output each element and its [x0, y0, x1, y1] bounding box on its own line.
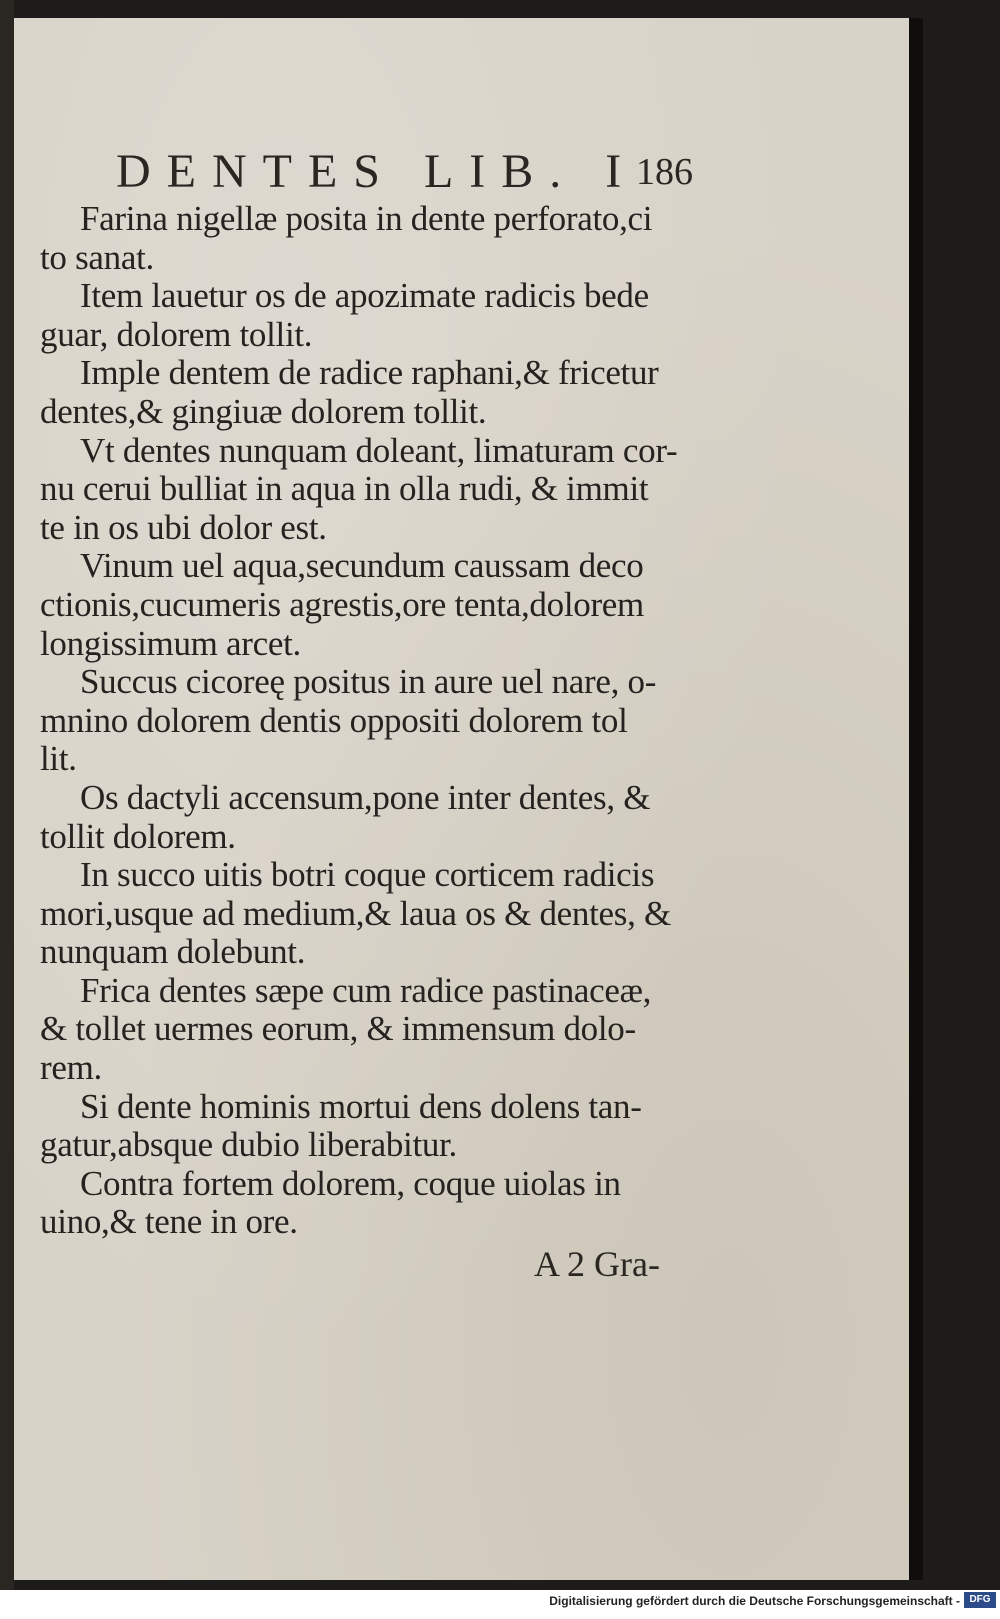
text-line: guar, dolorem tollit. — [40, 314, 313, 354]
text-line: mori,usque ad medium,& laua os & dentes, & — [40, 893, 671, 933]
text-line: uino,& tene in ore. — [40, 1202, 298, 1242]
text-line: rem. — [40, 1048, 102, 1088]
text-line: & tollet uermes eorum, & immensum dolo- — [40, 1009, 636, 1049]
text-line: Frica dentes sæpe cum radice pastinaceæ, — [80, 970, 652, 1010]
body-text — [40, 200, 708, 1242]
text-line: Imple dentem de radice raphani,& fricetur — [80, 353, 659, 393]
digitization-footer — [0, 1590, 1000, 1619]
text-line: Si dente hominis mortui dens dolens tan- — [80, 1086, 642, 1126]
text-line: Vinum uel aqua,secundum caussam deco — [80, 546, 644, 586]
facing-page-edge — [0, 0, 14, 1590]
text-line: Contra fortem dolorem, coque uiolas in — [80, 1163, 621, 1203]
text-line: ctionis,cucumeris agrestis,ore tenta,dolorem — [40, 584, 644, 624]
text-line: to sanat. — [40, 237, 154, 277]
text-line: Succus cicoreę positus in aure uel nare, o- — [80, 662, 657, 702]
catchword: A 2 Gra- — [534, 1244, 660, 1284]
text-line: nu cerui bulliat in aqua in olla rudi, & immit — [40, 469, 649, 509]
text-line: Vt dentes nunquam doleant, limaturam cor- — [80, 430, 678, 470]
book-page — [14, 18, 909, 1580]
text-line: Os dactyli accensum,pone inter dentes, & — [80, 777, 651, 817]
text-line: mnino dolorem dentis oppositi dolorem tol — [40, 700, 628, 740]
text-line: dentes,& gingiuæ dolorem tollit. — [40, 391, 487, 431]
text-line: longissimum arcet. — [40, 623, 301, 663]
funding-credit: Digitalisierung gefördert durch die Deutsche Forschungsgemeinschaft - — [549, 1594, 960, 1608]
text-line: nunquam dolebunt. — [40, 932, 306, 972]
dfg-logo: DFG — [964, 1592, 996, 1608]
page-number: 186 — [636, 151, 693, 193]
page-header — [14, 136, 909, 206]
text-line: te in os ubi dolor est. — [40, 507, 327, 547]
text-line: Item lauetur os de apozimate radicis bede — [80, 276, 649, 316]
text-line: Farina nigellæ posita in dente perforato,ci — [80, 199, 653, 238]
running-head: DENTES LIB. I — [116, 145, 638, 198]
text-line: In succo uitis botri coque corticem radicis — [80, 855, 655, 895]
text-line: gatur,absque dubio liberabitur. — [40, 1125, 457, 1165]
text-line: tollit dolorem. — [40, 816, 236, 856]
book-edge-shadow — [909, 18, 923, 1580]
text-line: lit. — [40, 739, 77, 779]
